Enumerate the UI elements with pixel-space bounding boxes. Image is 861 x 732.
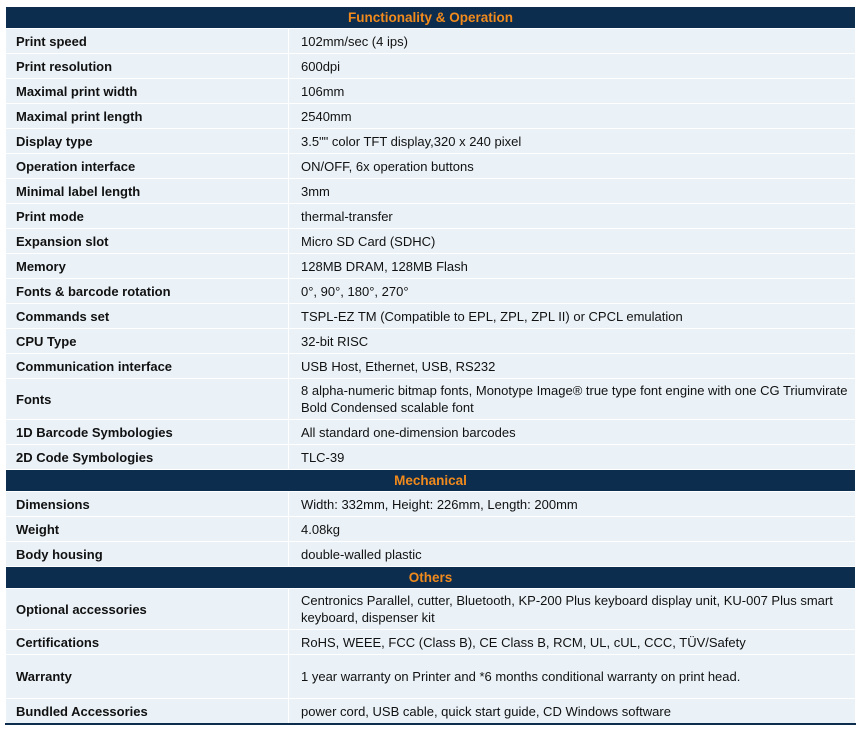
spec-row [6, 542, 856, 567]
spec-row [6, 445, 856, 470]
spec-value: RoHS, WEEE, FCC (Class B), CE Class B, RCM, UL, cUL, CCC, TÜV/Safety [289, 630, 856, 655]
spec-row [6, 79, 856, 104]
spec-label: Dimensions [6, 492, 289, 517]
spec-label: Weight [6, 517, 289, 542]
section-title: Others [6, 567, 856, 589]
spec-value: All standard one-dimension barcodes [289, 420, 856, 445]
spec-row [6, 329, 856, 354]
spec-label: CPU Type [6, 329, 289, 354]
spec-row [6, 354, 856, 379]
spec-value: Width: 332mm, Height: 226mm, Length: 200mm [289, 492, 856, 517]
spec-value: 600dpi [289, 54, 856, 79]
spec-label: Body housing [6, 542, 289, 567]
spec-value: Centronics Parallel, cutter, Bluetooth, KP-200 Plus keyboard display unit, KU-007 Plus smart keyboard, dispenser kit [289, 589, 856, 630]
spec-row [6, 517, 856, 542]
spec-value: 128MB DRAM, 128MB Flash [289, 254, 856, 279]
spec-value: 3mm [289, 179, 856, 204]
spec-value: 3.5"" color TFT display,320 x 240 pixel [289, 129, 856, 154]
spec-value: 8 alpha-numeric bitmap fonts, Monotype Image® true type font engine with one CG Triumvirate Bold Condensed scalable font [289, 379, 856, 420]
spec-label: Memory [6, 254, 289, 279]
spec-row [6, 630, 856, 655]
spec-label: Maximal print width [6, 79, 289, 104]
spec-row [6, 104, 856, 129]
spec-label: Maximal print length [6, 104, 289, 129]
spec-label: Communication interface [6, 354, 289, 379]
spec-value: TLC-39 [289, 445, 856, 470]
spec-value: 1 year warranty on Printer and *6 months conditional warranty on print head. [289, 655, 856, 699]
spec-value: power cord, USB cable, quick start guide, CD Windows software [289, 699, 856, 725]
spec-label: Commands set [6, 304, 289, 329]
spec-row [6, 655, 856, 699]
spec-value: ON/OFF, 6x operation buttons [289, 154, 856, 179]
spec-row [6, 129, 856, 154]
spec-label: Warranty [6, 655, 289, 699]
spec-value: 32-bit RISC [289, 329, 856, 354]
spec-label: Print mode [6, 204, 289, 229]
spec-label: Fonts & barcode rotation [6, 279, 289, 304]
spec-label: Fonts [6, 379, 289, 420]
spec-label: Optional accessories [6, 589, 289, 630]
spec-label: 2D Code Symbologies [6, 445, 289, 470]
spec-row [6, 229, 856, 254]
spec-label: Print speed [6, 29, 289, 54]
spec-row [6, 179, 856, 204]
spec-value: 102mm/sec (4 ips) [289, 29, 856, 54]
spec-value: double-walled plastic [289, 542, 856, 567]
section-header-others [6, 567, 856, 589]
spec-row [6, 379, 856, 420]
spec-row [6, 204, 856, 229]
spec-row [6, 29, 856, 54]
spec-row [6, 154, 856, 179]
spec-value: thermal-transfer [289, 204, 856, 229]
spec-label: Bundled Accessories [6, 699, 289, 725]
spec-value: TSPL-EZ TM (Compatible to EPL, ZPL, ZPL II) or CPCL emulation [289, 304, 856, 329]
spec-value: 0°, 90°, 180°, 270° [289, 279, 856, 304]
spec-row [6, 699, 856, 725]
spec-label: Minimal label length [6, 179, 289, 204]
spec-row [6, 279, 856, 304]
spec-value: USB Host, Ethernet, USB, RS232 [289, 354, 856, 379]
spec-label: Print resolution [6, 54, 289, 79]
spec-row [6, 304, 856, 329]
section-title: Mechanical [6, 470, 856, 492]
spec-label: Expansion slot [6, 229, 289, 254]
spec-row [6, 420, 856, 445]
spec-table [5, 6, 856, 725]
spec-row [6, 589, 856, 630]
spec-label: Operation interface [6, 154, 289, 179]
spec-value: 106mm [289, 79, 856, 104]
spec-row [6, 492, 856, 517]
section-title: Functionality & Operation [6, 7, 856, 29]
section-header-functionality [6, 7, 856, 29]
spec-value: 4.08kg [289, 517, 856, 542]
spec-value: Micro SD Card (SDHC) [289, 229, 856, 254]
spec-label: Certifications [6, 630, 289, 655]
spec-row [6, 254, 856, 279]
spec-label: Display type [6, 129, 289, 154]
section-header-mechanical [6, 470, 856, 492]
spec-label: 1D Barcode Symbologies [6, 420, 289, 445]
spec-row [6, 54, 856, 79]
spec-value: 2540mm [289, 104, 856, 129]
